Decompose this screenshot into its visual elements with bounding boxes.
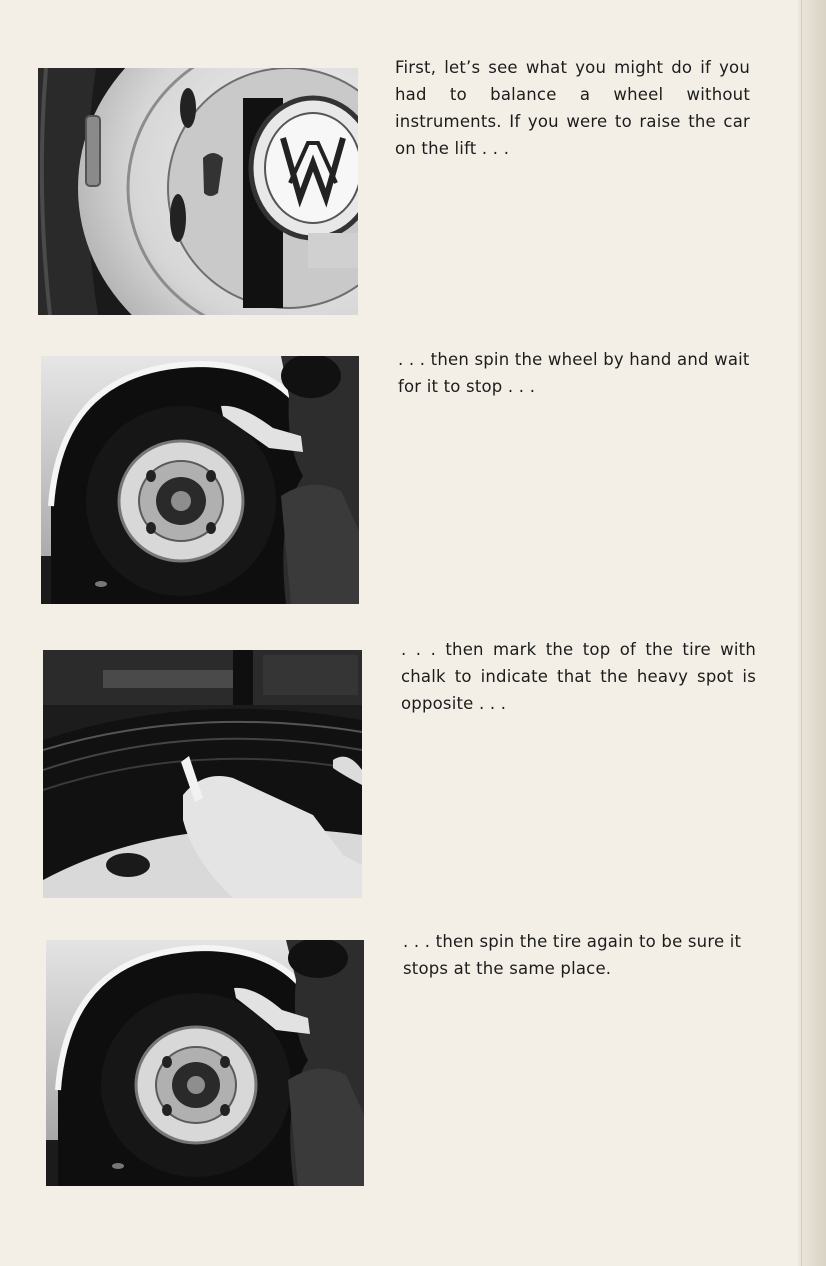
chalk-mark-photo xyxy=(43,650,362,898)
wheel-closeup-photo xyxy=(38,68,358,315)
spin-wheel-photo xyxy=(41,356,359,604)
step-4-caption: . . . then spin the tire again to be sure it stops at the same place. xyxy=(403,932,742,978)
page-fold-line xyxy=(801,0,802,1266)
step-3-caption: . . . then mark the top of the tire with chalk to indicate that the heavy spot is opposite . . . xyxy=(401,640,756,713)
page-edge xyxy=(798,0,826,1266)
step-2-caption: . . . then spin the wheel by hand and wait for it to stop . . . xyxy=(398,350,750,396)
spin-again-photo xyxy=(46,940,364,1186)
step-1-caption: First, let’s see what you might do if you had to balance a wheel without instruments. If you were to raise the car on the lift . . . xyxy=(395,58,750,158)
